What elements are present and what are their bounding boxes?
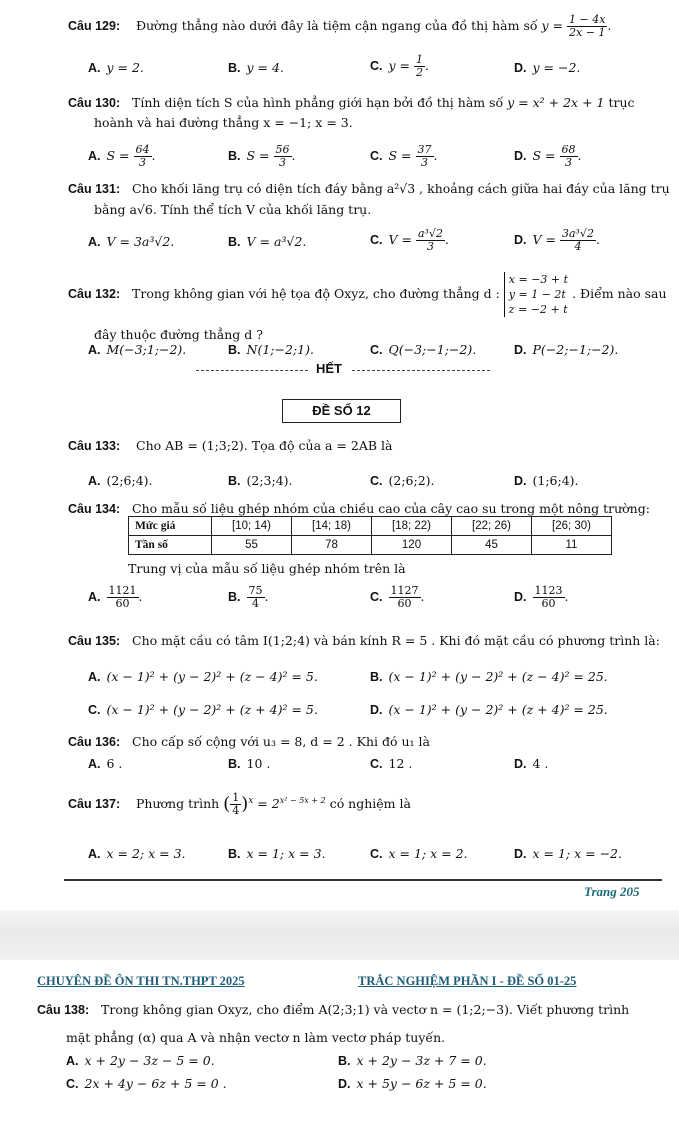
q138-option-d[interactable]: D. x + 5y − 6z + 5 = 0. bbox=[338, 1076, 487, 1091]
q138-option-b[interactable]: B. x + 2y − 3z + 7 = 0. bbox=[338, 1053, 487, 1068]
q130-option-d[interactable]: D. S = $\frac{68}{3}$ . bbox=[514, 143, 582, 169]
q137-option-a[interactable]: A. x = 2; x = 3. bbox=[88, 846, 186, 861]
q131-line2: bằng a√6. Tính thể tích V của khối lăng trụ. bbox=[94, 202, 372, 217]
q138-line1: Câu 138: Trong không gian Oxyz, cho điểm A(2;3;1) và vectơ n = (1;2;−3). Viết phương trình bbox=[37, 1002, 630, 1017]
table-row: Tần số 55 78 120 45 11 bbox=[129, 536, 612, 555]
q135-option-b[interactable]: B. (x − 1)² + (y − 2)² + (z − 4)² = 25. bbox=[370, 669, 608, 684]
q137-line: Câu 137: Phương trình ( $\frac{1}{4}$ )$^x = 2^{x^2 - 5x + 2}$ có nghiệm là bbox=[68, 791, 411, 817]
q138-option-c[interactable]: C. 2x + 4y − 6z + 5 = 0 . bbox=[66, 1076, 227, 1091]
q133-option-a[interactable]: A. (2;6;4). bbox=[88, 473, 153, 488]
end-divider-left bbox=[196, 370, 308, 371]
q134-option-a[interactable]: A. $\frac{1121}{60}$ . bbox=[88, 584, 143, 610]
q136-option-b[interactable]: B. 10 . bbox=[228, 756, 271, 771]
q129-option-d[interactable]: D. y = −2. bbox=[514, 60, 581, 75]
q133-line: Câu 133: Cho AB = (1;3;2). Tọa độ của a = 2AB là bbox=[68, 438, 393, 453]
q136-option-a[interactable]: A. 6 . bbox=[88, 756, 123, 771]
q133-option-c[interactable]: C. (2;6;2). bbox=[370, 473, 435, 488]
q137-option-c[interactable]: C. x = 1; x = 2. bbox=[370, 846, 468, 861]
q136-line: Câu 136: Cho cấp số cộng với u₃ = 8, d = 2 . Khi đó u₁ là bbox=[68, 734, 430, 749]
q130-option-b[interactable]: B. S = $\frac{56}{3}$ . bbox=[228, 143, 296, 169]
q129-option-c[interactable]: C. y = $\frac{1}{2}$ . bbox=[370, 53, 429, 79]
q129-line: Câu 129: Đường thẳng nào dưới đây là tiệm cận ngang của đồ thị hàm số y = $\frac{1 - 4x}{2x - 1}$ . bbox=[68, 13, 612, 39]
q134-frequency-table bbox=[128, 516, 612, 555]
q131-option-d[interactable]: D. V = $\frac{\text{3a³√2}}{4}$ . bbox=[514, 227, 600, 253]
q129-text: Đường thẳng nào dưới đây là tiệm cận ngang của đồ thị hàm số bbox=[136, 18, 538, 33]
q132-option-a[interactable]: A. M(−3;1;−2). bbox=[88, 342, 187, 357]
q135-option-d[interactable]: D. (x − 1)² + (y − 2)² + (z + 4)² = 25. bbox=[370, 702, 608, 717]
end-divider-right bbox=[352, 370, 490, 371]
q130-line1: Câu 130: Tính diện tích S của hình phẳng giới hạn bởi đồ thị hàm số y = x² + 2x + 1 trục bbox=[68, 95, 635, 110]
q130-option-c[interactable]: C. S = $\frac{37}{3}$ . bbox=[370, 143, 438, 169]
q132-option-d[interactable]: D. P(−2;−1;−2). bbox=[514, 342, 619, 357]
section-title: ĐỀ SỐ 12 bbox=[282, 399, 401, 423]
q132-option-c[interactable]: C. Q(−3;−1;−2). bbox=[370, 342, 477, 357]
q136-option-c[interactable]: C. 12 . bbox=[370, 756, 413, 771]
q135-option-c[interactable]: C. (x − 1)² + (y − 2)² + (z + 4)² = 5. bbox=[88, 702, 318, 717]
q134-option-d[interactable]: D. $\frac{1123}{60}$ . bbox=[514, 584, 569, 610]
q134-option-b[interactable]: B. $\frac{75}{4}$ . bbox=[228, 584, 269, 610]
q130-option-a[interactable]: A. S = $\frac{64}{3}$ . bbox=[88, 143, 156, 169]
header-left: CHUYÊN ĐỀ ÔN THI TN.THPT 2025 bbox=[37, 974, 245, 988]
q131-option-b[interactable]: B. V = a³√2. bbox=[228, 234, 307, 249]
q134-option-c[interactable]: C. $\frac{1127}{60}$ . bbox=[370, 584, 425, 610]
q136-option-d[interactable]: D. 4 . bbox=[514, 756, 549, 771]
q130-line2: hoành và hai đường thẳng x = −1; x = 3. bbox=[94, 115, 353, 130]
q129-label: Câu 129: bbox=[68, 19, 121, 33]
q137-option-d[interactable]: D. x = 1; x = −2. bbox=[514, 846, 622, 861]
q134-line2: Trung vị của mẫu số liệu ghép nhóm trên là bbox=[128, 561, 406, 576]
table-row: Mức giá [10; 14) [14; 18) [18; 22) [22; 26) [26; 30) bbox=[129, 517, 612, 536]
q131-option-c[interactable]: C. V = $\frac{\text{a³√2}}{3}$ . bbox=[370, 227, 449, 253]
q135-option-a[interactable]: A. (x − 1)² + (y − 2)² + (z − 4)² = 5. bbox=[88, 669, 318, 684]
q134-line: Câu 134: Cho mẫu số liệu ghép nhóm của chiều cao của cây cao su trong một nông trường: bbox=[68, 501, 650, 516]
end-marker: HẾT bbox=[316, 361, 342, 376]
q132-line2: đây thuộc đường thẳng d ? bbox=[94, 327, 263, 342]
q137-option-b[interactable]: B. x = 1; x = 3. bbox=[228, 846, 326, 861]
q132-line1: Câu 132: Trong không gian với hệ tọa độ Oxyz, cho đường thẳng d : x = −3 + t y = 1 − 2t z = −2 + t . Điểm nào sau bbox=[68, 273, 667, 316]
q133-option-d[interactable]: D. (1;6;4). bbox=[514, 473, 579, 488]
page-number: Trang 205 bbox=[584, 884, 640, 899]
header-right: TRẮC NGHIỆM PHẦN I - ĐỀ SỐ 01-25 bbox=[358, 974, 577, 988]
page-gap bbox=[0, 910, 679, 960]
footer-rule bbox=[64, 879, 662, 881]
q138-line2: mặt phẳng (α) qua A và nhận vectơ n làm vectơ pháp tuyến. bbox=[66, 1030, 446, 1045]
q133-option-b[interactable]: B. (2;3;4). bbox=[228, 473, 293, 488]
q135-line: Câu 135: Cho mặt cầu có tâm I(1;2;4) và bán kính R = 5 . Khi đó mặt cầu có phương trình là: bbox=[68, 633, 660, 648]
q129-fn-lhs: y = bbox=[541, 18, 564, 33]
q129-option-a[interactable]: A. y = 2. bbox=[88, 60, 144, 75]
q131-line1: Câu 131: Cho khối lăng trụ có diện tích đáy bằng a²√3 , khoảng cách giữa hai đáy của lăng trụ bbox=[68, 181, 670, 196]
q132-option-b[interactable]: B. N(1;−2;1). bbox=[228, 342, 314, 357]
q131-option-a[interactable]: A. V = 3a³√2. bbox=[88, 234, 175, 249]
q132-system: x = −3 + t y = 1 − 2t z = −2 + t bbox=[504, 272, 568, 317]
q138-option-a[interactable]: A. x + 2y − 3z − 5 = 0. bbox=[66, 1053, 215, 1068]
q129-fn-frac: $\frac{1 - 4x}{2x - 1}$ bbox=[569, 13, 606, 39]
q129-option-b[interactable]: B. y = 4. bbox=[228, 60, 284, 75]
